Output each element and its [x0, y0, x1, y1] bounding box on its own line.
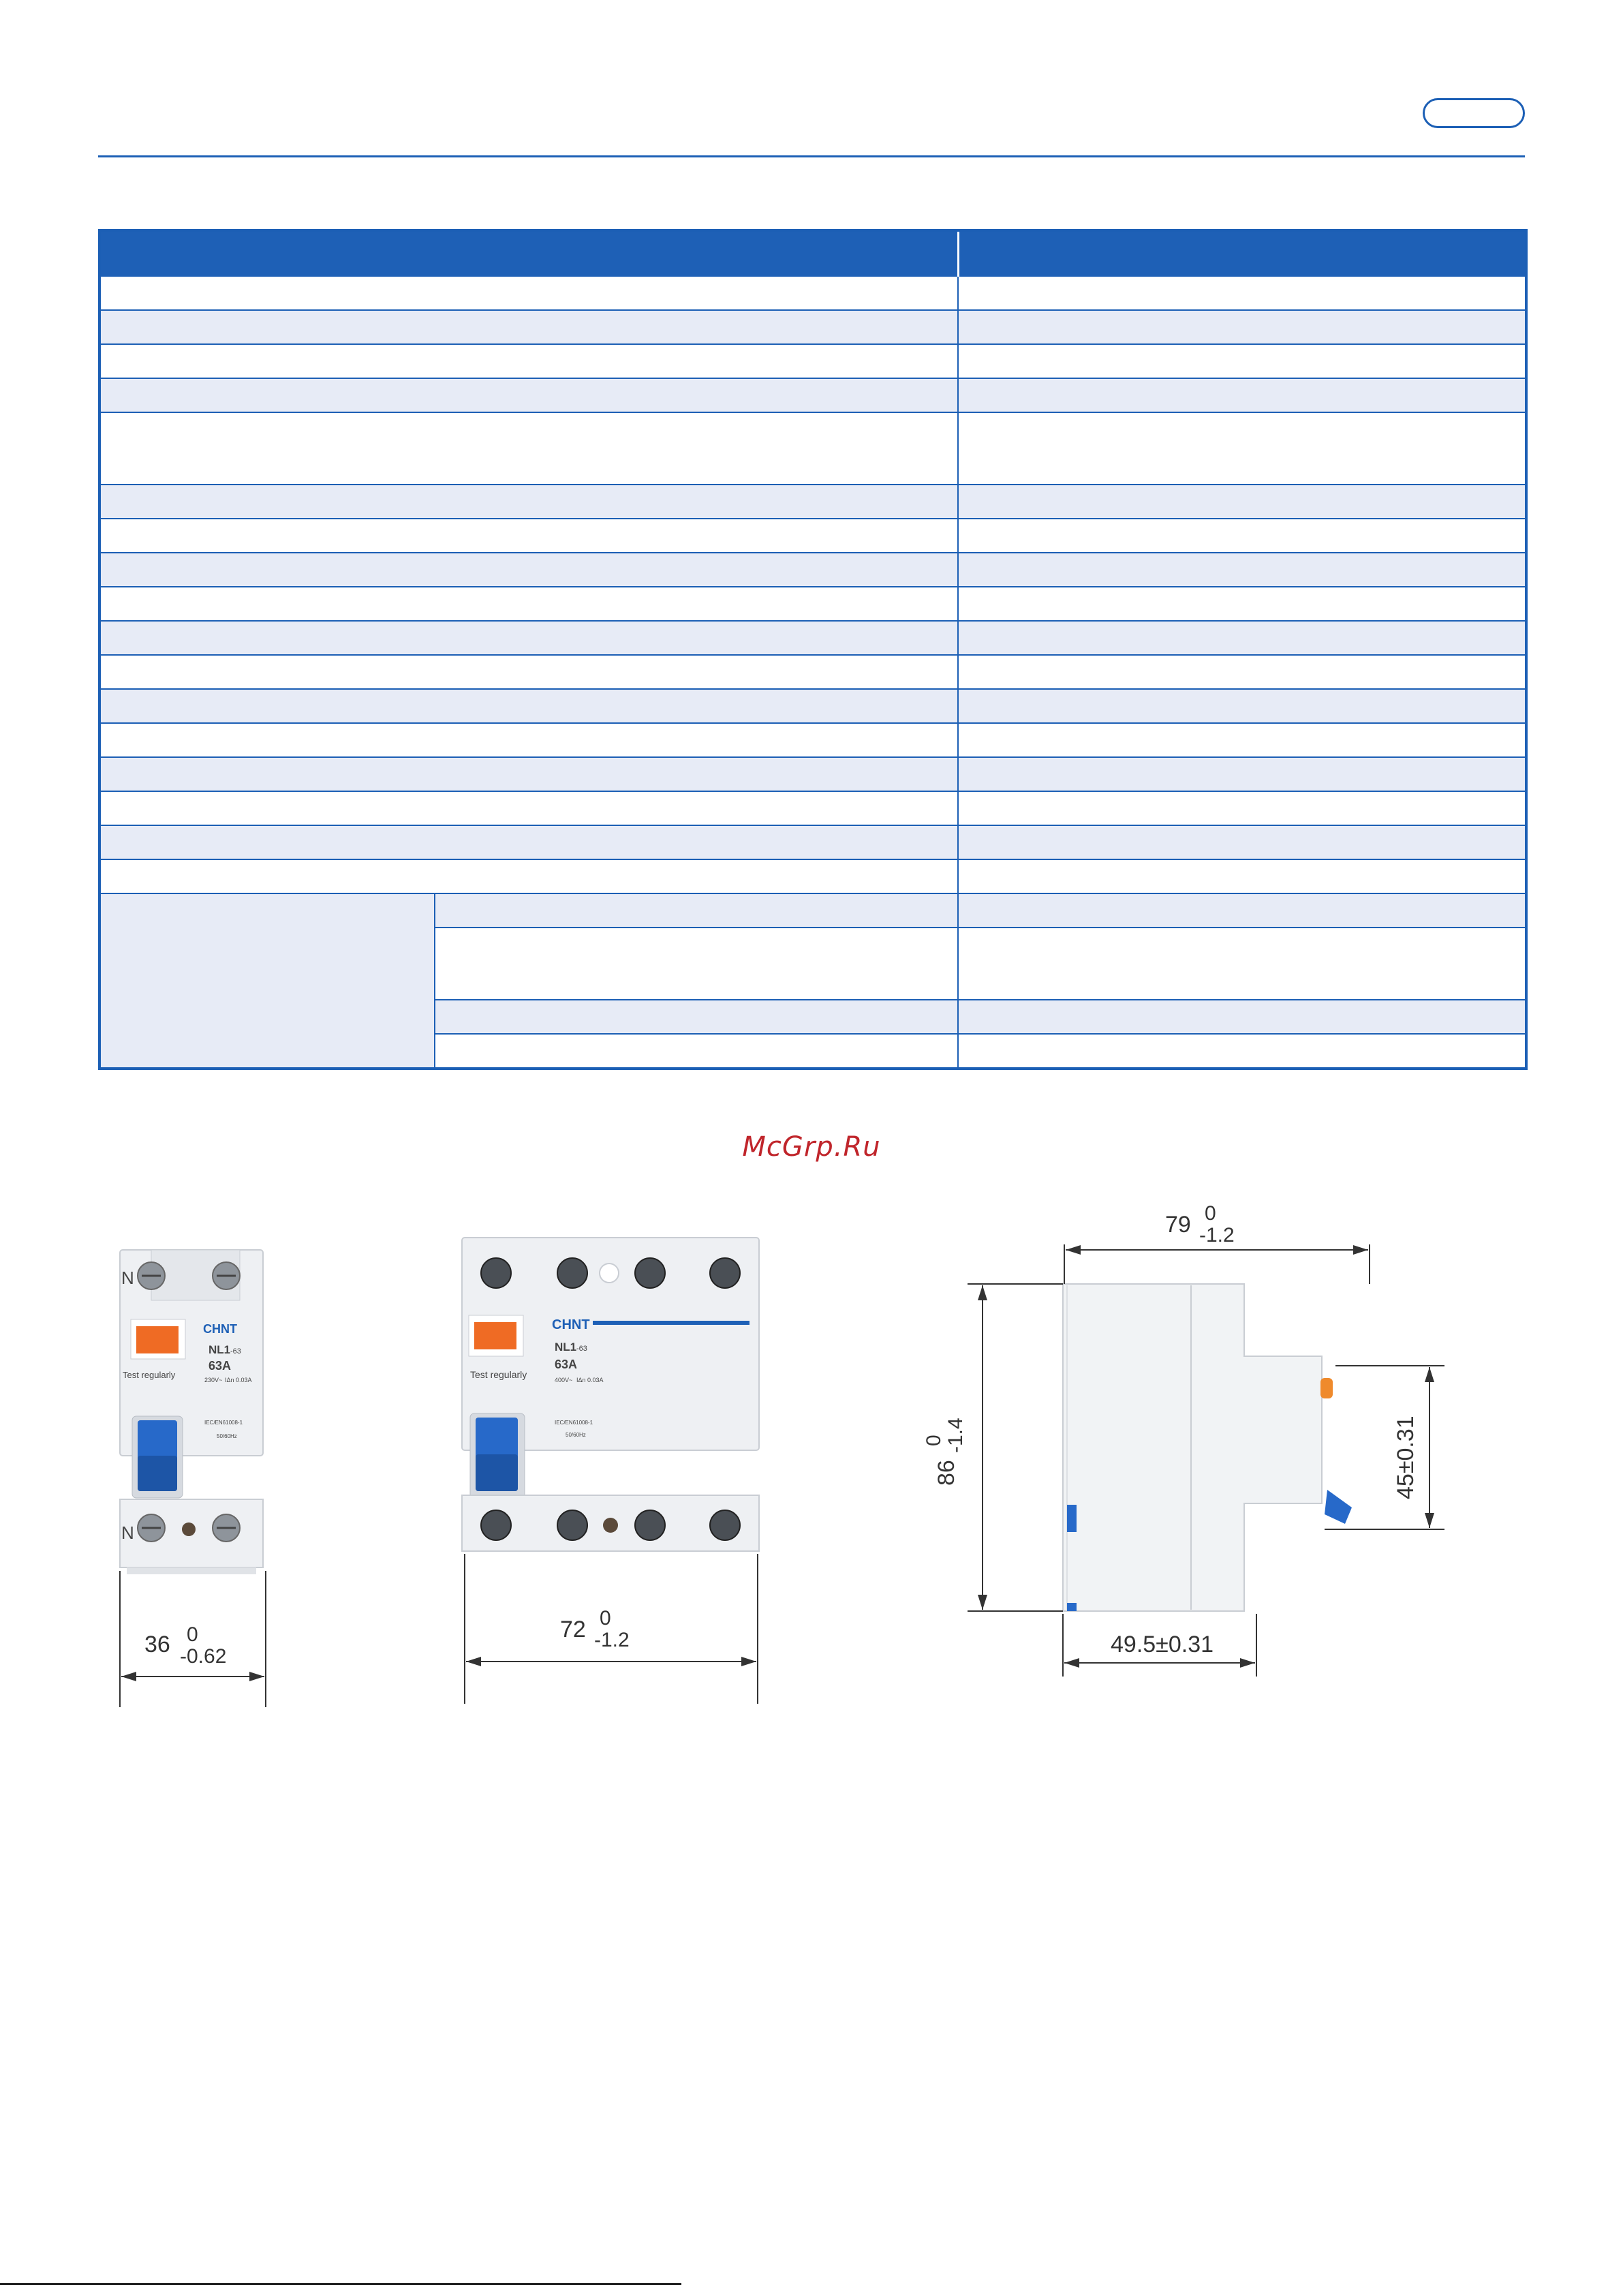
- spec-table: [98, 229, 1528, 1070]
- svg-text:50/60Hz: 50/60Hz: [217, 1433, 237, 1439]
- table-row: [99, 485, 1526, 519]
- table-row: [99, 310, 1526, 344]
- toggle-lever-side: [1325, 1490, 1352, 1524]
- svg-text:-0.62: -0.62: [180, 1645, 227, 1668]
- svg-text:IΔn 0.03A: IΔn 0.03A: [576, 1377, 604, 1383]
- svg-text:IEC/EN61008-1: IEC/EN61008-1: [555, 1420, 593, 1426]
- test-label-4p: Test regularly: [470, 1369, 527, 1380]
- svg-text:0: 0: [1205, 1202, 1216, 1225]
- test-button-side: [1320, 1378, 1333, 1398]
- svg-text:0: 0: [600, 1607, 611, 1629]
- svg-text:0: 0: [187, 1623, 198, 1646]
- header-rule: [98, 155, 1525, 157]
- svg-text:-63: -63: [230, 1347, 241, 1356]
- table-row: [99, 519, 1526, 553]
- model-4p: NL1: [555, 1341, 577, 1353]
- table-row: [99, 825, 1526, 859]
- device-2p-front: [120, 1250, 266, 1707]
- terminal-screw-icon: [710, 1258, 740, 1288]
- test-screw-icon: [182, 1522, 196, 1536]
- neutral-mark-bottom: N: [121, 1522, 134, 1543]
- brand-logo-4p: CHNT: [552, 1317, 590, 1332]
- terminal-screw-icon: [635, 1258, 665, 1288]
- test-button[interactable]: [474, 1322, 516, 1349]
- table-row: [99, 689, 1526, 723]
- rating-2p: 63A: [208, 1359, 232, 1373]
- table-row-group: [99, 893, 1526, 928]
- table-row: [99, 757, 1526, 791]
- svg-text:230V~: 230V~: [204, 1377, 223, 1383]
- svg-text:400V~: 400V~: [555, 1377, 573, 1383]
- svg-text:-1.4: -1.4: [944, 1418, 967, 1453]
- terminal-screw-icon: [635, 1510, 665, 1540]
- terminal-screw-icon: [710, 1510, 740, 1540]
- device-side-view: [923, 1202, 1444, 1677]
- table-row: [99, 655, 1526, 689]
- product-figures: [0, 1199, 1623, 1745]
- table-row: [99, 412, 1526, 485]
- dim-front-height: 45±0.31: [1393, 1415, 1419, 1499]
- header-cell-parameter: [99, 230, 958, 277]
- test-button[interactable]: [136, 1326, 179, 1353]
- watermark: McGrp.Ru: [742, 1131, 881, 1163]
- dim-width-4p: 72: [560, 1617, 586, 1642]
- device-4p-front: [462, 1238, 759, 1704]
- dim-width-2p: 36: [144, 1632, 170, 1657]
- dim-base-depth: 49.5±0.31: [1111, 1632, 1214, 1657]
- svg-text:IEC/EN61008-1: IEC/EN61008-1: [204, 1420, 243, 1426]
- dim-depth: 79: [1165, 1212, 1191, 1238]
- table-row: [99, 587, 1526, 621]
- table-row: [99, 791, 1526, 825]
- terminal-screw-icon: [557, 1258, 587, 1288]
- svg-text:-63: -63: [576, 1345, 587, 1353]
- terminal-screw-icon: [481, 1510, 511, 1540]
- header-cell-value: [958, 230, 1526, 277]
- neutral-mark-top: N: [121, 1268, 134, 1288]
- terminal-screw-icon: [481, 1258, 511, 1288]
- rating-4p: 63A: [555, 1358, 578, 1371]
- model-2p: NL1: [208, 1343, 231, 1356]
- table-header-row: [99, 230, 1526, 277]
- footer-rule: [0, 2283, 681, 2285]
- svg-text:IΔn 0.03A: IΔn 0.03A: [225, 1377, 252, 1383]
- test-screw-icon: [603, 1518, 618, 1533]
- terminal-screw-icon: [557, 1510, 587, 1540]
- table-row: [99, 553, 1526, 587]
- svg-text:0: 0: [923, 1435, 945, 1446]
- test-label-2p: Test regularly: [123, 1370, 176, 1380]
- brand-logo-2p: CHNT: [203, 1322, 237, 1336]
- dim-height: 86: [933, 1460, 959, 1486]
- table-row: [99, 859, 1526, 893]
- svg-text:-1.2: -1.2: [594, 1629, 630, 1651]
- table-row: [99, 621, 1526, 655]
- table-row: [99, 378, 1526, 412]
- table-row: [99, 344, 1526, 378]
- svg-text:50/60Hz: 50/60Hz: [566, 1432, 586, 1438]
- table-row: [99, 277, 1526, 310]
- group-cell: [99, 893, 435, 1069]
- svg-text:-1.2: -1.2: [1199, 1224, 1235, 1246]
- page-tab-badge: [1423, 98, 1525, 128]
- table-row: [99, 723, 1526, 757]
